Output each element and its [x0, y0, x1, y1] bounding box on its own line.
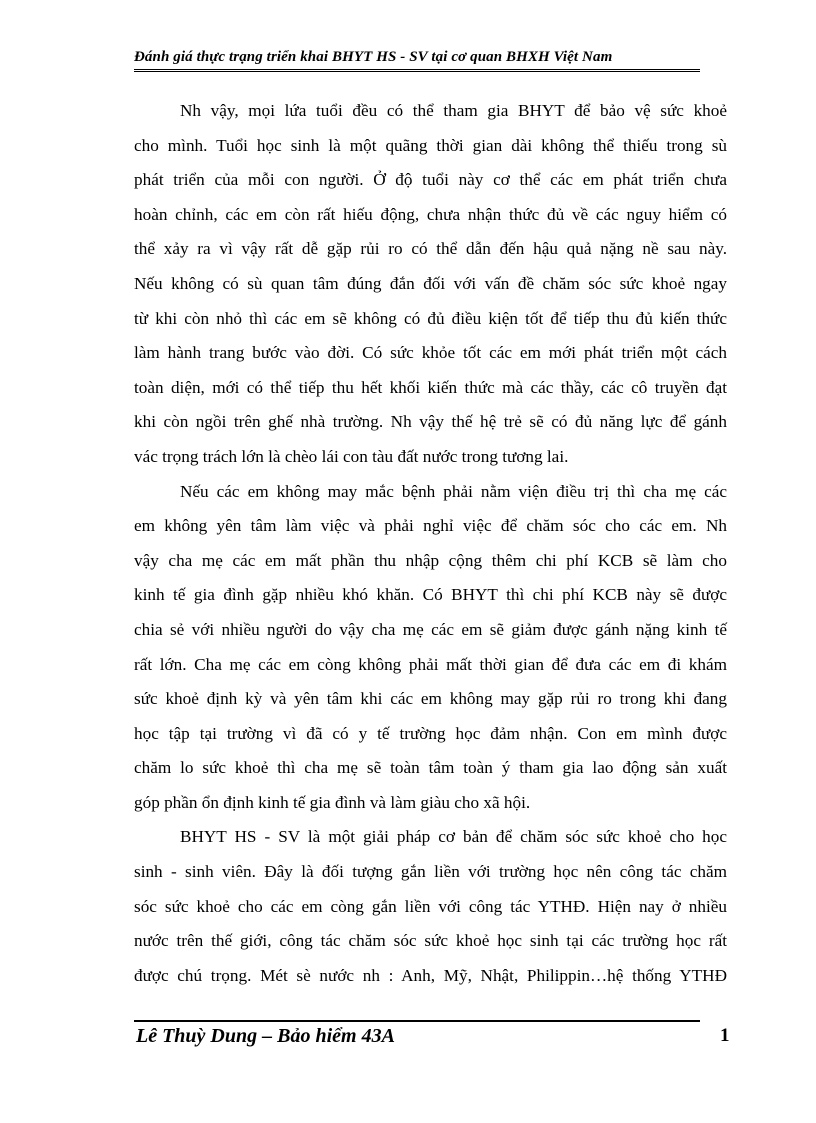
paragraph-1	[134, 94, 727, 475]
text-line: chăm lo sức khoẻ thì cha mẹ sẽ toàn tâm toàn ý tham gia lao động sản xuất	[134, 758, 727, 778]
text-line: thể xảy ra vì vậy rất dễ gặp rủi ro có thể dẫn đến hậu quả nặng nề sau này.	[134, 239, 727, 259]
text-line: BHYT HS - SV là một giải pháp cơ bản để chăm sóc sức khoẻ cho học	[180, 827, 727, 847]
text-line: góp phần ổn định kinh tế gia đình và làm giàu cho xã hội.	[134, 792, 531, 812]
text-line: cho mình. Tuổi học sinh là một quãng thời gian dài không thể thiếu trong sù	[134, 135, 727, 155]
text-line: Nh vậy, mọi lứa tuổi đều có thể tham gia BHYT để bảo vệ sức khoẻ	[180, 101, 727, 120]
text-line: toàn diện, mới có thể tiếp thu hết khối kiến thức mà các thầy, các cô truyền đạt	[134, 377, 727, 397]
text-line: vác trọng trách lớn là chèo lái con tàu đất nước trong tương lai.	[134, 446, 569, 466]
text-line: nước trên thế giới, công tác chăm sóc sức khoẻ học sinh tại các trường học rất	[134, 931, 727, 951]
text-line: em không yên tâm làm việc và phải nghỉ việc để chăm sóc cho các em. Nh	[134, 516, 727, 536]
header-title: Đánh giá thực trạng triển khai BHYT HS - SV tại cơ quan BHXH Việt Nam	[134, 49, 613, 65]
text-line: vậy cha mẹ các em mất phần thu nhập cộng thêm chi phí KCB sẽ làm cho	[134, 550, 727, 570]
text-line: khi còn ngồi trên ghế nhà trường. Nh vậy thế hệ trẻ sẽ có đủ năng lực để gánh	[134, 412, 727, 432]
text-line: Nếu không có sù quan tâm đúng đắn đối với vấn đề chăm sóc sức khoẻ ngay	[134, 273, 727, 293]
footer-divider	[134, 1020, 700, 1022]
text-line: sức khoẻ định kỳ và yên tâm khi các em không may gặp rủi ro trong khi đang	[134, 689, 727, 709]
document-body	[134, 94, 727, 993]
text-line: làm hành trang bước vào đời. Có sức khỏe tốt các em mới phát triển một cách	[134, 343, 727, 363]
text-line: chia sẻ với nhiều người do vậy cha mẹ các em sẽ giảm được gánh nặng kinh tế	[134, 619, 727, 639]
text-line: sinh - sinh viên. Đây là đối tượng gắn liền với trường học nên công tác chăm	[134, 862, 727, 882]
text-line: Nếu các em không may mắc bệnh phải nằm viện điều trị thì cha mẹ các	[180, 481, 727, 501]
paragraph-2	[134, 475, 727, 821]
text-line: kinh tế gia đình gặp nhiều khó khăn. Có BHYT thì chi phí KCB này sẽ được	[134, 585, 727, 605]
text-line: phát triển của mỗi con người. Ở độ tuổi này cơ thể các em phát triển chưa	[134, 170, 727, 190]
running-header	[134, 48, 700, 72]
text-line: được chú trọng. Mét sè nước nh : Anh, Mỹ, Nhật, Philippin…hệ thống YTHĐ	[134, 965, 727, 985]
text-line: từ khi còn nhỏ thì các em sẽ không có đủ điều kiện tốt để tiếp thu đủ kiến thức	[134, 308, 727, 328]
paragraph-3	[134, 820, 727, 993]
page-number: 1	[720, 1025, 730, 1046]
footer-author: Lê Thuỳ Dung – Bảo hiểm 43A	[136, 1025, 395, 1047]
text-line: hoàn chỉnh, các em còn rất hiếu động, chưa nhận thức đủ về các nguy hiểm có	[134, 204, 727, 224]
text-line: học tập tại trường vì đã có y tế trường học đảm nhận. Con em mình được	[134, 723, 727, 743]
text-line: sóc sức khoẻ cho các em còng gắn liền với công tác YTHĐ. Hiện nay ở nhiều	[134, 896, 727, 916]
text-line: rất lớn. Cha mẹ các em còng không phải mất thời gian để đưa các em đi khám	[134, 654, 727, 674]
